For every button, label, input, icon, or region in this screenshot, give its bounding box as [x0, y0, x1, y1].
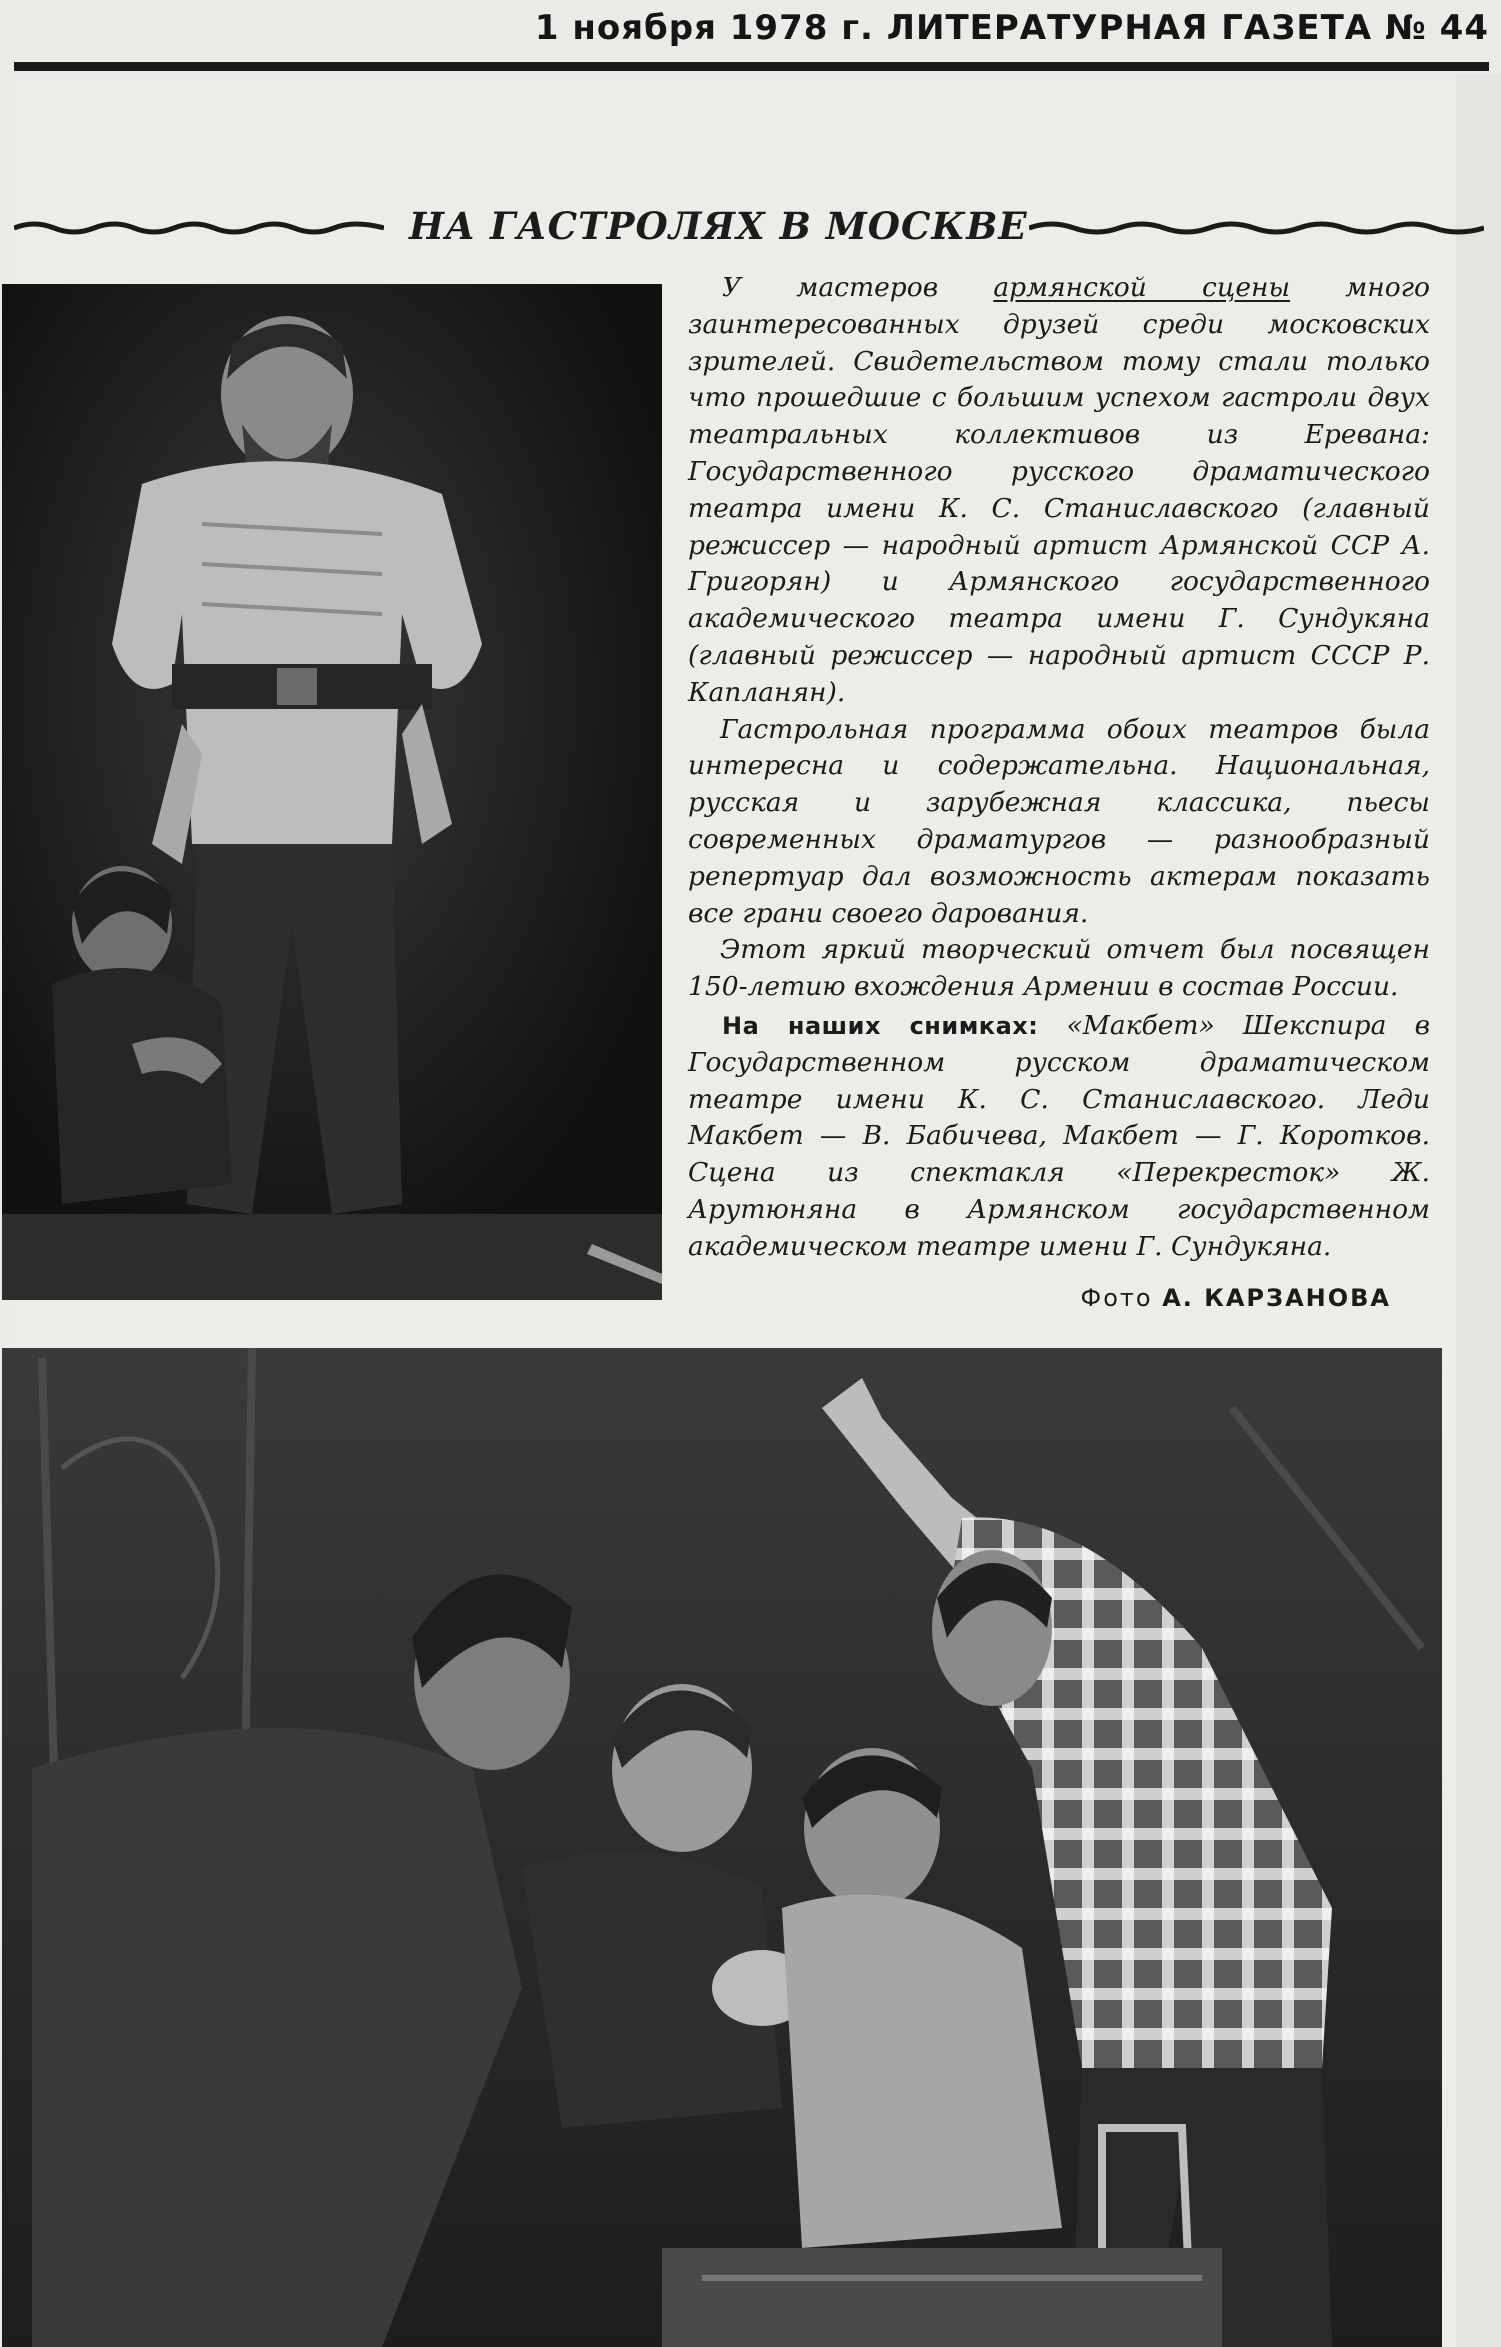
article-underlined-phrase: армянской сцены: [993, 272, 1291, 303]
photo-credit-label: Фото: [1080, 1284, 1153, 1312]
photo-caption: [688, 1008, 1430, 1266]
caption-lead: На наших снимках:: [722, 1012, 1039, 1040]
photo-macbeth-image: [2, 284, 662, 1300]
article-paragraph-3: Этот яркий творческий отчет был посвящен 150-летию вхождения Армении в состав России.: [688, 934, 1430, 1003]
wavy-rule-left: [14, 214, 384, 244]
photo-crossroads: [2, 1348, 1442, 2347]
article-paragraph-1-rest: много заинтересованных друзей среди московских зрителей. Свидетельством тому стали только что прошедшие с большим успехом гастроли двух театральных коллективов из Еревана: Государственного русского драматического театра имени К. С. Станиславского (главный режиссер — народный артист Армянской ССР А. Григорян) и Армянского государственного академического театра имени Г. Сундукяна (главный режиссер — народный артист СССР Р. Капланян).: [688, 272, 1431, 708]
masthead-issue: № 44: [1384, 8, 1489, 48]
section-heading-row: [14, 196, 1484, 266]
photo-credit: [1081, 1284, 1391, 1312]
photo-macbeth: [2, 284, 662, 1300]
masthead-line: [535, 8, 1489, 48]
masthead-newspaper: ЛИТЕРАТУРНАЯ ГАЗЕТА: [886, 8, 1373, 48]
caption-text: «Макбет» Шекспира в Государственном русском драматическом театре имени К. С. Станиславского. Леди Макбет — В. Бабичева, Макбет — Г. Коротков. Сцена из спектакля «Перекресток» Ж. Арутюняна в Армянском государственном академическом театре имени Г. Сундукяна.: [688, 1010, 1430, 1262]
masthead-rule: [14, 62, 1489, 71]
photo-credit-name: А. КАРЗАНОВА: [1162, 1284, 1391, 1312]
section-heading: НА ГАСТРОЛЯХ В МОСКВЕ: [409, 204, 1028, 248]
wavy-rule-right: [1029, 214, 1484, 244]
clipping-edge: [1456, 74, 1501, 2347]
photo-crossroads-image: [2, 1348, 1442, 2347]
article-body: [688, 270, 1430, 1006]
masthead-date: 1 ноября 1978 г.: [534, 8, 874, 48]
article-paragraph-1-start: У мастеров: [722, 272, 994, 303]
article-paragraph-1: [688, 270, 1430, 712]
masthead: [0, 0, 1501, 72]
article-paragraph-2: Гастрольная программа обоих театров была интересна и содержательна. Национальная, русская и зарубежная классика, пьесы современных драматургов — разнообразный репертуар дал возможность актерам показать все грани своего дарования.: [688, 713, 1430, 929]
